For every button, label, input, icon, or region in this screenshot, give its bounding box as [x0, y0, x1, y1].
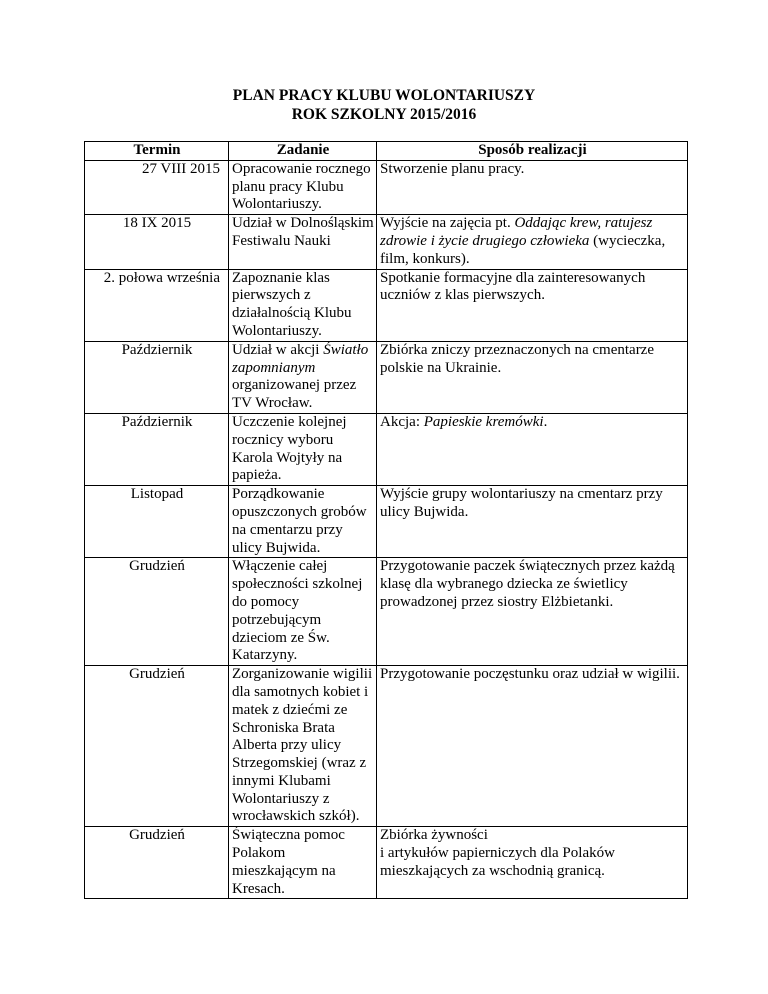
method-text: Wyjście na zajęcia pt.: [380, 215, 515, 232]
table-row: [85, 269, 688, 341]
row-term: 2. połowa września: [85, 269, 229, 341]
row-term: Październik: [85, 413, 229, 485]
task-text: organizowanej przez TV Wrocław.: [232, 377, 357, 412]
row-method: Spotkanie formacyjne dla zainteresowanych uczniów z klas pierwszych.: [377, 269, 688, 341]
table-header-row: [85, 142, 688, 161]
task-text: Udział w akcji: [232, 341, 324, 358]
row-task: Uczczenie kolejnej rocznicy wyboru Karola Wojtyły na papieża.: [229, 413, 377, 485]
row-term: Grudzień: [85, 827, 229, 899]
campaign-name: Papieskie kremówki: [423, 413, 544, 430]
row-term: Grudzień: [85, 666, 229, 827]
row-method: Przygotowanie paczek świątecznych przez każdą klasę dla wybranego dziecka ze świetlicy prowadzonej przez siostry Elżbietanki.: [377, 558, 688, 666]
row-method: Stworzenie planu pracy.: [377, 160, 688, 214]
table-row: [85, 160, 688, 214]
header-task: Zadanie: [229, 142, 377, 161]
method-text: (wycieczka, film, konkurs).: [380, 232, 666, 267]
row-term: 18 IX 2015: [85, 215, 229, 269]
row-task: [229, 341, 377, 413]
row-task: Włączenie całej społeczności szkolnej do pomocy potrzebującym dzieciom ze Św. Katarzyny.: [229, 558, 377, 666]
row-task: Zapoznanie klas pierwszych z działalnością Klubu Wolontariuszy.: [229, 269, 377, 341]
row-method: [377, 215, 688, 269]
row-term: Październik: [85, 341, 229, 413]
table-row: [85, 827, 688, 899]
method-line: i artykułów papierniczych dla Polaków mieszkających za wschodnią granicą.: [380, 845, 615, 879]
table-row: [85, 558, 688, 666]
row-task: Porządkowanie opuszczonych grobów na cmentarzu przy ulicy Bujwida.: [229, 486, 377, 558]
row-task: Udział w Dolnośląskim Festiwalu Nauki: [229, 215, 377, 269]
row-task: Zorganizowanie wigilii dla samotnych kobiet i matek z dziećmi ze Schroniska Brata Alberta przy ulicy Strzegomskiej (wraz z innymi Klubami Wolontariuszy z wrocławskich szkół).: [229, 666, 377, 827]
row-task: Świąteczna pomoc Polakom mieszkającym na Kresach.: [229, 827, 377, 899]
row-method: [377, 827, 688, 899]
method-text: Akcja:: [380, 413, 424, 430]
row-method: [377, 413, 688, 485]
title-line-2: ROK SZKOLNY 2015/2016: [291, 106, 477, 123]
header-term: Termin: [85, 142, 229, 161]
table-row: [85, 666, 688, 827]
row-term: Grudzień: [85, 558, 229, 666]
campaign-name: Światło zapomnianym: [232, 341, 369, 376]
document-title: [0, 86, 768, 124]
method-line: Zbiórka żywności: [380, 827, 488, 844]
method-text: .: [543, 413, 548, 430]
work-plan-table: [84, 141, 688, 899]
row-task: Opracowanie rocznego planu pracy Klubu Wolontariuszy.: [229, 160, 377, 214]
table-row: [85, 413, 688, 485]
header-method: Sposób realizacji: [377, 142, 688, 161]
row-term: 27 VIII 2015: [85, 160, 229, 214]
row-term: Listopad: [85, 486, 229, 558]
table-row: [85, 341, 688, 413]
table-row: [85, 486, 688, 558]
title-line-1: PLAN PRACY KLUBU WOLONTARIUSZY: [232, 87, 536, 104]
lecture-title: Oddając krew, ratujesz zdrowie i życie drugiego człowieka: [380, 215, 653, 249]
row-method: Zbiórka zniczy przeznaczonych na cmentarze polskie na Ukrainie.: [377, 341, 688, 413]
table-row: [85, 215, 688, 269]
row-method: Wyjście grupy wolontariuszy na cmentarz przy ulicy Bujwida.: [377, 486, 688, 558]
row-method: Przygotowanie poczęstunku oraz udział w wigilii.: [377, 666, 688, 827]
